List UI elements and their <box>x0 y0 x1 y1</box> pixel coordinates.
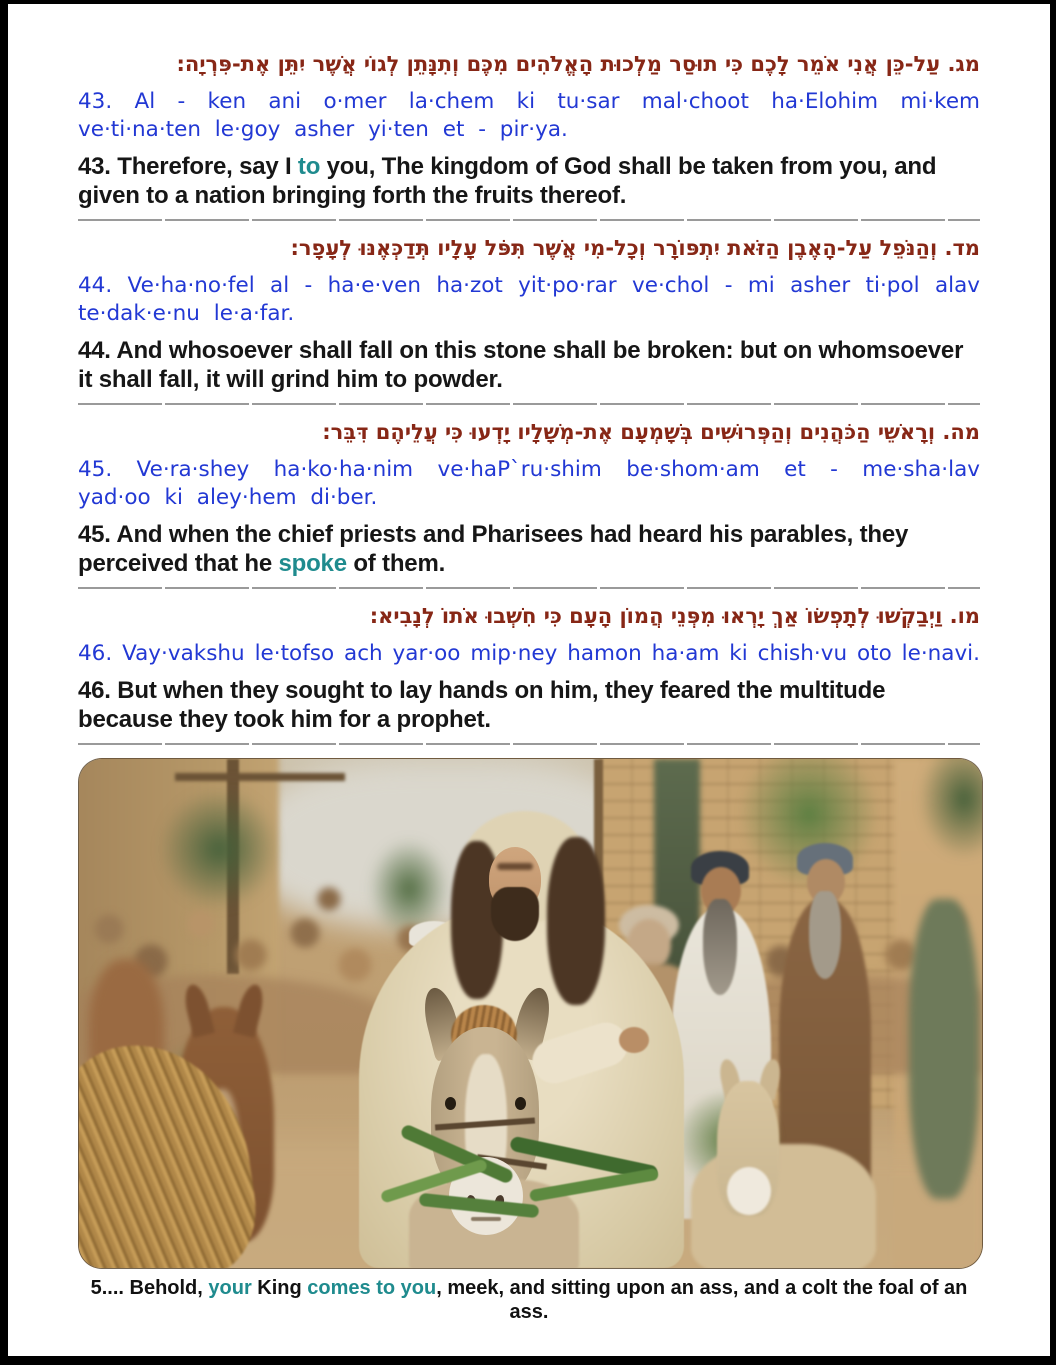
donkey-mouth <box>471 1217 501 1221</box>
verse-44-english: 44. And whosoever shall fall on this stone shall be broken: but on whomsoever it shall fall, it will grind him to powder. <box>78 337 964 393</box>
verse-45-hebrew: מה. וְרָאשֵׁי הַכֹּהֲנִים וְהַפְּרוּשִׁים בְּשָׁמְעָם אֶת-מְשָׁלָיו יָדְעוּ כִּי עֲלֵיהֶם דִּבֵּר: <box>322 420 980 444</box>
right-donkey-muzzle <box>727 1167 771 1215</box>
background-figure <box>909 899 979 1199</box>
section-divider <box>78 403 980 405</box>
elder-gray-beard <box>703 899 737 995</box>
verse-43-english: 43. Therefore, say I to you, The kingdom of God shall be taken from you, and given to a nation bringing forth the fruits thereof. <box>78 153 937 209</box>
palm-tree <box>919 758 983 859</box>
section-divider <box>78 743 980 745</box>
verse-45-transliteration: 45. Ve·ra·shey ha·ko·ha·nim ve·haP`ru·shim be·shom·am et - me·sha·lav yad·oo ki aley·hem di·ber. <box>78 457 980 510</box>
verse-43-transliteration: 43. Al - ken ani o·mer la·chem ki tu·sar mal·choot ha·Elohim mi·kem ve·ti·na·ten le·goy asher yi·ten et - pir·ya. <box>78 89 980 142</box>
jesus-hair <box>547 837 605 1005</box>
donkey-eye <box>515 1097 526 1110</box>
elder-gray-beard <box>809 891 841 979</box>
verse-block-46 <box>78 602 980 745</box>
photo-caption: 5.... Behold, your King comes to you, meek, and sitting upon an ass, and a colt the foal of an ass. <box>90 1277 968 1323</box>
document-page <box>8 4 1050 1356</box>
section-divider <box>78 587 980 589</box>
verse-block-44 <box>78 234 980 405</box>
section-divider <box>78 219 980 221</box>
donkey-eye <box>445 1097 456 1110</box>
verse-44-hebrew: מד. וְהַנֹּפֵל עַל-הָאֶבֶן הַזֹּאת יִתְפּוֹרָר וְכָל-מִי אֲשֶׁר תִּפֹּל עָלָיו תְּדַכְּאֶנּוּ לְעָפָר: <box>290 236 980 260</box>
photo-triumphal-entry <box>78 758 983 1269</box>
page-content <box>8 4 1050 1324</box>
verse-block-45 <box>78 418 980 589</box>
verse-46-transliteration: 46. Vay·vakshu le·tofso ach yar·oo mip·ney hamon ha·am ki chish·vu oto le·navi. <box>78 641 980 666</box>
verse-45-english: 45. And when the chief priests and Pharisees had heard his parables, they perceived that he spoke of them. <box>78 521 909 577</box>
jesus-hand <box>619 1027 649 1053</box>
verse-44-transliteration: 44. Ve·ha·no·fel al - ha·e·ven ha·zot yit·po·rar ve·chol - mi asher ti·pol alav te·dak·e·nu le·a·far. <box>78 273 980 326</box>
verse-block-43 <box>78 50 980 221</box>
photo-beam <box>175 773 345 781</box>
verse-43-hebrew: מג. עַל-כֵּן אֲנִי אֹמֵר לָכֶם כִּי תוּסַר מַלְכוּת הָאֱלֹהִים מִכֶּם וְתִנָּתֵן לְגוֹי אֲשֶׁר יִתֵּן אֶת-פִּרְיָה: <box>176 52 980 76</box>
jesus-beard <box>491 887 539 941</box>
jesus-brow <box>497 863 533 870</box>
verse-46-english: 46. But when they sought to lay hands on him, they feared the multitude because they took him for a prophet. <box>78 677 886 733</box>
verse-46-hebrew: מו. וַיְבַקְשׁוּ לְתָפְשׂוֹ אַךְ יָרְאוּ מִפְּנֵי הֲמוֹן הָעָם כִּי חִשְׁבוּ אֹתוֹ לְנָבִיא: <box>369 604 980 628</box>
